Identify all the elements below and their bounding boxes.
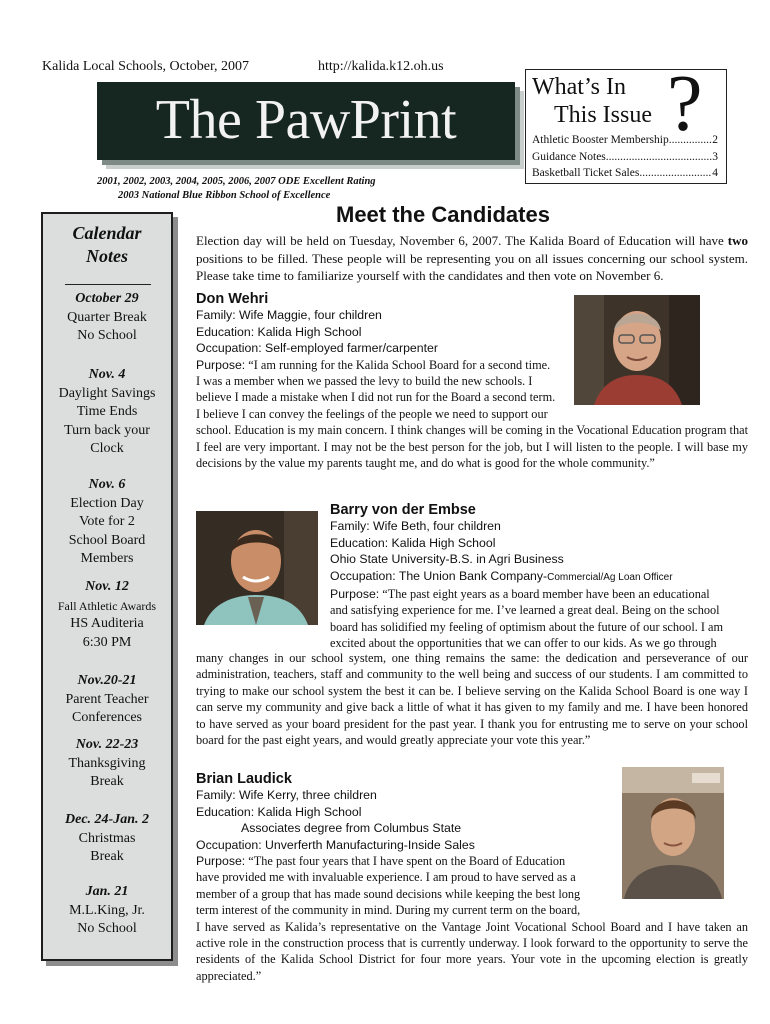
newsletter-title: The PawPrint bbox=[155, 89, 457, 151]
candidate-photo bbox=[622, 767, 724, 899]
calendar-date: Nov. 12 bbox=[85, 579, 129, 594]
article-headline: Meet the Candidates bbox=[336, 202, 550, 227]
calendar-event-text: No School bbox=[77, 328, 137, 343]
calendar-event-text: M.L.King, Jr. bbox=[69, 902, 145, 918]
calendar-event-text: Vote for 2 bbox=[79, 514, 135, 529]
candidate-purpose: Purpose: “I am running for the Kalida School Board for a second time. I was a member when we passed the levy to build the new schools. I believe I made a mistake when I did not run for the Board a second term. I believe I can convey the feelings of the people we need to support our bbox=[196, 357, 556, 421]
calendar-event-text: Break bbox=[90, 849, 124, 864]
calendar-event-text: Christmas bbox=[78, 830, 136, 846]
candidate-info: Family: Wife Kerry, three children bbox=[196, 788, 377, 802]
masthead bbox=[97, 82, 515, 160]
candidate-info: Occupation: Unverferth Manufacturing-Inside Sales bbox=[196, 837, 475, 852]
candidate-info: Ohio State University-B.S. in Agri Business bbox=[330, 552, 564, 566]
toc-list bbox=[532, 132, 718, 182]
calendar-event-text: Election Day bbox=[70, 495, 144, 511]
calendar-event-text: Parent Teacher bbox=[65, 691, 149, 707]
calendar-date: Nov. 22-23 bbox=[75, 737, 139, 752]
calendar-entry bbox=[43, 366, 171, 459]
calendar-sidebar bbox=[41, 212, 173, 961]
candidate-name: Brian Laudick bbox=[196, 771, 292, 787]
candidate-photo bbox=[574, 295, 700, 405]
candidate-occupation: Occupation: The Union Bank Company-Commercial/Ag Loan Officer bbox=[330, 568, 673, 583]
calendar-date: October 29 bbox=[75, 291, 139, 306]
calendar-entry bbox=[43, 736, 171, 792]
candidate-purpose: Purpose: “The past eight years as a board member have been an educational and satisfying experience for me. I’ve learned a great deal. Being on the school board has solidified my feeling of optimism about the future of our school. I am excited about the opportunities that we can offer to our kids. As we go through bbox=[330, 587, 724, 651]
calendar-event-text: HS Auditeria bbox=[70, 616, 144, 631]
candidate-name: Don Wehri bbox=[196, 291, 269, 307]
issue-date-line: Kalida Local Schools, October, 2007 bbox=[42, 59, 250, 74]
calendar-entry bbox=[43, 578, 171, 652]
calendar-entry bbox=[43, 672, 171, 728]
issue-box-title-1: What’s In bbox=[532, 74, 626, 100]
candidate-statement: I have served as Kalida’s representative on the Vantage Joint Vocational School Board and I have taken an active role in the construction process that is currently underway. I look forward to the opportunity to serve the residents of the Kalida School District for four more years. Your vote in the upcoming election is greatly appreciated.” bbox=[196, 919, 748, 983]
question-mark-icon: ? bbox=[667, 60, 703, 148]
candidate-info: Family: Wife Beth, four children bbox=[330, 519, 501, 533]
calendar-event-text: Turn back your bbox=[64, 422, 150, 438]
in-this-issue-box bbox=[525, 60, 727, 184]
calendar-event-text: Break bbox=[90, 774, 124, 789]
candidate-info: Education: Kalida High School bbox=[330, 535, 496, 550]
toc-item[interactable]: Guidance Notes ..... 3 bbox=[532, 149, 718, 166]
toc-item[interactable]: Athletic Booster Membership ..... 2 bbox=[532, 132, 718, 149]
calendar-event-text: Conferences bbox=[72, 710, 142, 725]
divider bbox=[65, 284, 151, 285]
candidate-barry-von-der-embse bbox=[330, 502, 748, 652]
calendar-event-text: 6:30 PM bbox=[82, 634, 132, 650]
website-url[interactable]: http://kalida.k12.oh.us bbox=[318, 59, 444, 74]
candidate-info: Family: Wife Maggie, four children bbox=[196, 308, 382, 322]
article-intro: Election day will be held on Tuesday, November 6, 2007. The Kalida Board of Education will have two positions to be filled. These people will be representing you on all issues concerning our school system. Please take time to familiarize yourself with the candidates and then vote on November 6. bbox=[196, 233, 749, 283]
calendar-date: Nov. 6 bbox=[88, 477, 126, 492]
candidate-statement: many changes in our school system, one thing remains the same: the dedication and perseverance of our administration, teachers, staff and community to the well being and success of our students. I am committed to trying to make our school system the best it can be. I believe serving on the Kalida School Board is one way I can serve my community and give back a little of what it has given to my family and me. I have been honored to have served as your board president for the past year. I thank you for entrusting me to serve on your school board for the past eight years, and would greatly appreciate your vote this year.” bbox=[196, 651, 748, 748]
blue-ribbon: 2003 National Blue Ribbon School of Excellence bbox=[118, 190, 331, 201]
calendar-entry bbox=[43, 476, 171, 569]
ode-rating: 2001, 2002, 2003, 2004, 2005, 2006, 2007 ODE Excellent Rating bbox=[97, 176, 376, 187]
calendar-event-text: Fall Athletic Awards bbox=[57, 598, 157, 613]
candidate-info: Education: Kalida High School bbox=[196, 324, 362, 339]
candidate-name: Barry von der Embse bbox=[330, 502, 476, 518]
calendar-date: Jan. 21 bbox=[85, 884, 129, 899]
calendar-date: Dec. 24-Jan. 2 bbox=[65, 812, 149, 827]
candidate-info: Education: Kalida High School bbox=[196, 804, 362, 819]
calendar-event-text: No School bbox=[77, 921, 137, 936]
calendar-event-text: Clock bbox=[90, 441, 124, 456]
calendar-event-text: Daylight Savings bbox=[58, 385, 156, 401]
candidate-purpose: Purpose: “The past four years that I have spent on the Board of Education have provided me with invaluable experience. I am proud to have served as a member of a group that has made sound decisions while keeping the best long term interest of the community in mind. During my current term on the board, bbox=[196, 854, 581, 918]
calendar-date: Nov. 4 bbox=[88, 367, 126, 382]
calendar-event-text: Quarter Break bbox=[67, 309, 147, 325]
ratings-line bbox=[97, 175, 376, 203]
calendar-event-text: Thanksgiving bbox=[68, 755, 146, 771]
candidate-statement: school. Education is my main concern. I think changes will be coming in the Vocational Education program that I feel are very important. I may not be the best person for the job, but I will listen to the people. I will base my decisions by the value my parents taught me, and do what is good for the whole community.” bbox=[196, 423, 748, 470]
issue-box-title-2: This Issue bbox=[554, 102, 652, 128]
calendar-date: Nov.20-21 bbox=[77, 673, 137, 688]
calendar-title: Calendar Notes bbox=[72, 223, 142, 266]
candidate-info: Associates degree from Columbus State bbox=[241, 821, 462, 835]
calendar-entry bbox=[43, 883, 171, 939]
candidate-photo bbox=[196, 511, 318, 625]
toc-item[interactable]: Basketball Ticket Sales ..... 4 bbox=[532, 165, 718, 182]
calendar-event-text: Time Ends bbox=[76, 404, 138, 419]
calendar-event-text: Members bbox=[80, 551, 134, 566]
calendar-event-text: School Board bbox=[68, 532, 146, 548]
calendar-entry bbox=[43, 811, 171, 867]
calendar-entry bbox=[43, 290, 171, 346]
candidate-info: Occupation: Self-employed farmer/carpenter bbox=[196, 341, 438, 355]
